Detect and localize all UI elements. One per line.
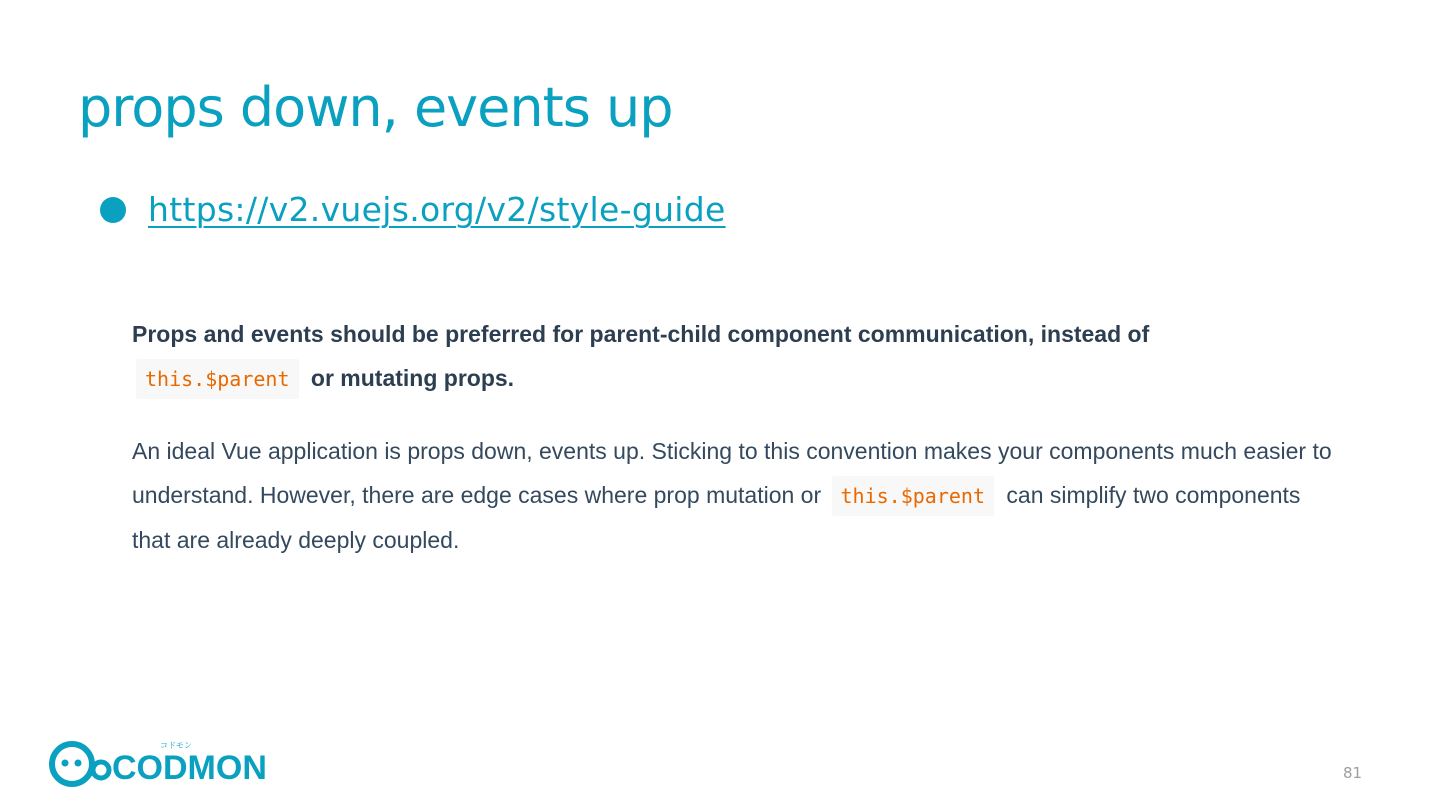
explanation-text-before: An ideal Vue application is props down, events up. Sticking to this convention makes your components much easier to understand. However, there are edge cases where prop mutation or (132, 438, 1332, 508)
logo-wordmark: CODMON (112, 749, 267, 787)
style-guide-link[interactable]: https://v2.vuejs.org/v2/style-guide (148, 190, 726, 229)
excerpt-rule (132, 312, 1332, 401)
excerpt-explanation (132, 429, 1332, 562)
style-guide-excerpt (132, 312, 1332, 562)
codmon-logo (48, 740, 267, 794)
rule-text-before: Props and events should be preferred for parent-child component communication, instead of (132, 321, 1150, 347)
explanation-text-after: can simplify two components that are already deeply coupled. (132, 482, 1301, 553)
page-number: 81 (1343, 764, 1363, 782)
rule-inline-code: this.$parent (136, 359, 299, 399)
bullet-item (100, 190, 726, 229)
logo-kana: コドモン (160, 741, 192, 750)
rule-text-after: or mutating props. (310, 365, 515, 391)
bullet-dot-icon (100, 197, 126, 223)
slide-title: props down, events up (78, 76, 673, 139)
explanation-inline-code: this.$parent (832, 476, 995, 516)
